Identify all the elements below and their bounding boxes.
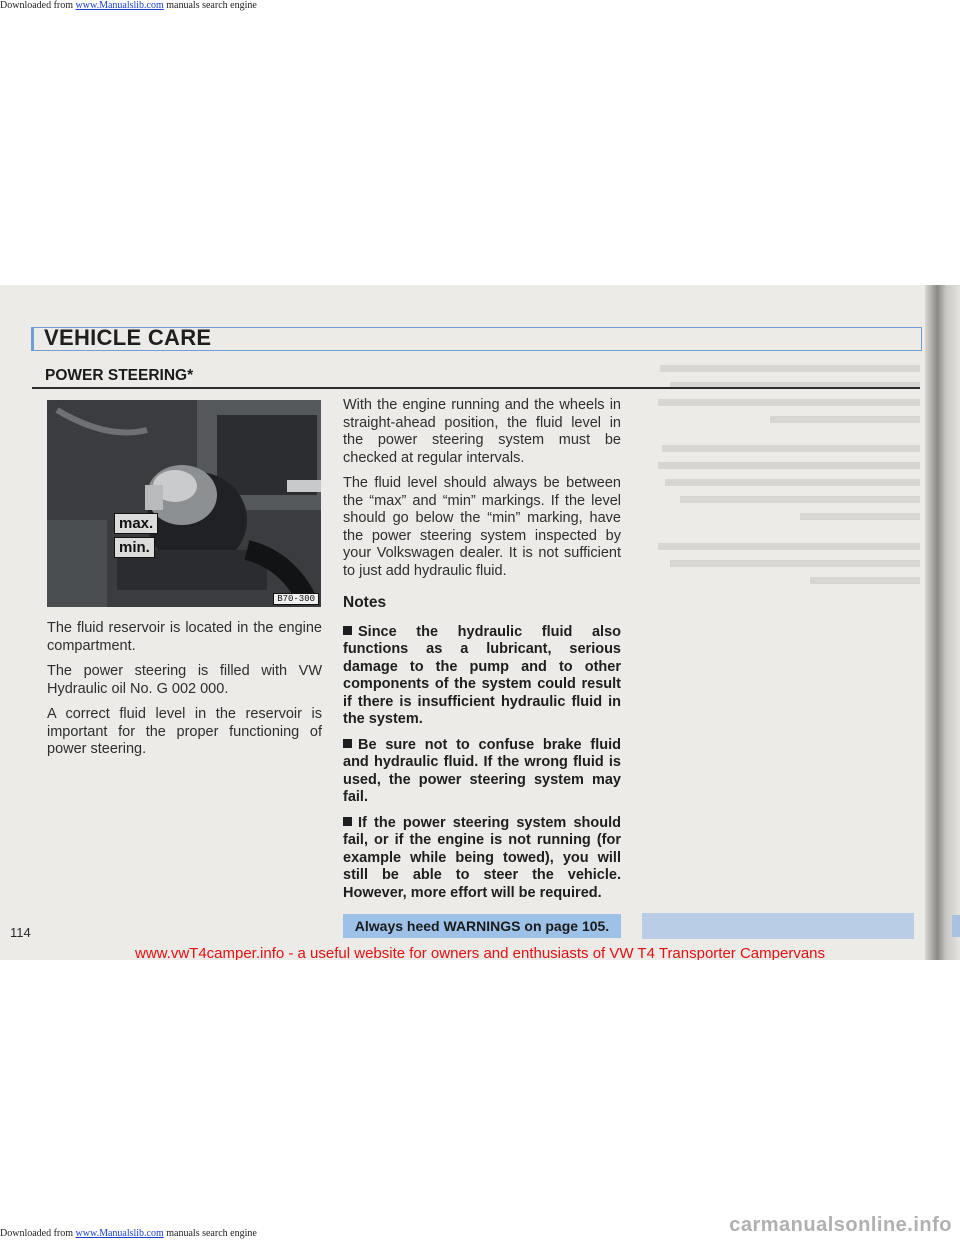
site-watermark: carmanualsonline.info <box>729 1214 952 1236</box>
bottom-credit-suffix: manuals search engine <box>163 1228 257 1239</box>
section-title: VEHICLE CARE <box>44 325 212 350</box>
engine-reservoir-photo <box>47 400 321 607</box>
photo-reference-code: B70-300 <box>273 593 319 605</box>
top-manualslib-link[interactable]: www.Manualslib.com <box>75 0 164 11</box>
manual-page-scan <box>0 285 960 960</box>
top-credit-prefix: Downloaded from <box>0 0 76 11</box>
paragraph: A correct fluid level in the reservoir is important for the proper functioning of power steering. <box>47 706 322 757</box>
right-column-text <box>343 397 621 910</box>
bottom-manualslib-link[interactable]: www.Manualslib.com <box>75 1228 164 1239</box>
engine-photo-illustration <box>47 400 321 607</box>
bleed-through-texture <box>640 365 920 630</box>
note-item <box>343 815 621 903</box>
bottom-credit-prefix: Downloaded from <box>0 1228 76 1239</box>
left-column-text <box>47 620 322 767</box>
paragraph: The power steering is filled with VW Hydraulic oil No. G 002 000. <box>47 663 322 697</box>
note-text: If the power steering system should fail, or if the engine is not running (for example while being towed), you will still be able to steer the vehicle. However, more effort will be required. <box>343 814 621 901</box>
paragraph: With the engine running and the wheels in straight-ahead position, the fluid level in the power steering system must be checked at regular intervals. <box>343 397 621 466</box>
notes-heading: Notes <box>343 594 387 611</box>
note-item <box>343 737 621 807</box>
top-credit-suffix: manuals search engine <box>163 0 257 11</box>
note-text: Be sure not to confuse brake fluid and hydraulic fluid. If the wrong fluid is used, the power steering system may fail. <box>343 736 621 805</box>
note-item <box>343 624 621 729</box>
heading-rule <box>32 387 920 389</box>
square-bullet-icon <box>343 626 352 635</box>
top-download-credit <box>0 0 257 11</box>
paragraph: The fluid level should always be between the “max” and “min” markings. If the level should go below the “min” marking, have the power steering system inspected by your Volkswagen dealer. It is not sufficient to just add hydraulic fluid. <box>343 475 621 579</box>
page-number: 114 <box>10 925 31 940</box>
page-subheading: POWER STEERING* <box>45 367 194 384</box>
bottom-download-credit <box>0 1228 257 1239</box>
square-bullet-icon <box>343 817 352 826</box>
bleed-through-lines <box>640 365 920 625</box>
site-banner-text: www.vwT4camper.info - a useful website for owners and enthusiasts of VW T4 Transporter Campervans <box>134 945 826 960</box>
square-bullet-icon <box>343 739 352 748</box>
max-marking-label: max. <box>114 513 158 534</box>
paragraph: The fluid reservoir is located in the engine compartment. <box>47 620 322 654</box>
edge-warning-bar <box>952 915 960 937</box>
facing-page-warning-bar <box>642 913 914 939</box>
min-marking-label: min. <box>114 537 155 558</box>
warning-reference-bar: Always heed WARNINGS on page 105. <box>343 914 621 938</box>
note-text: Since the hydraulic fluid also functions as a lubricant, serious damage to the pump and to other components of the system could result if there is insufficient hydraulic fluid in the system. <box>343 623 621 727</box>
page-binding-edge <box>925 285 960 960</box>
